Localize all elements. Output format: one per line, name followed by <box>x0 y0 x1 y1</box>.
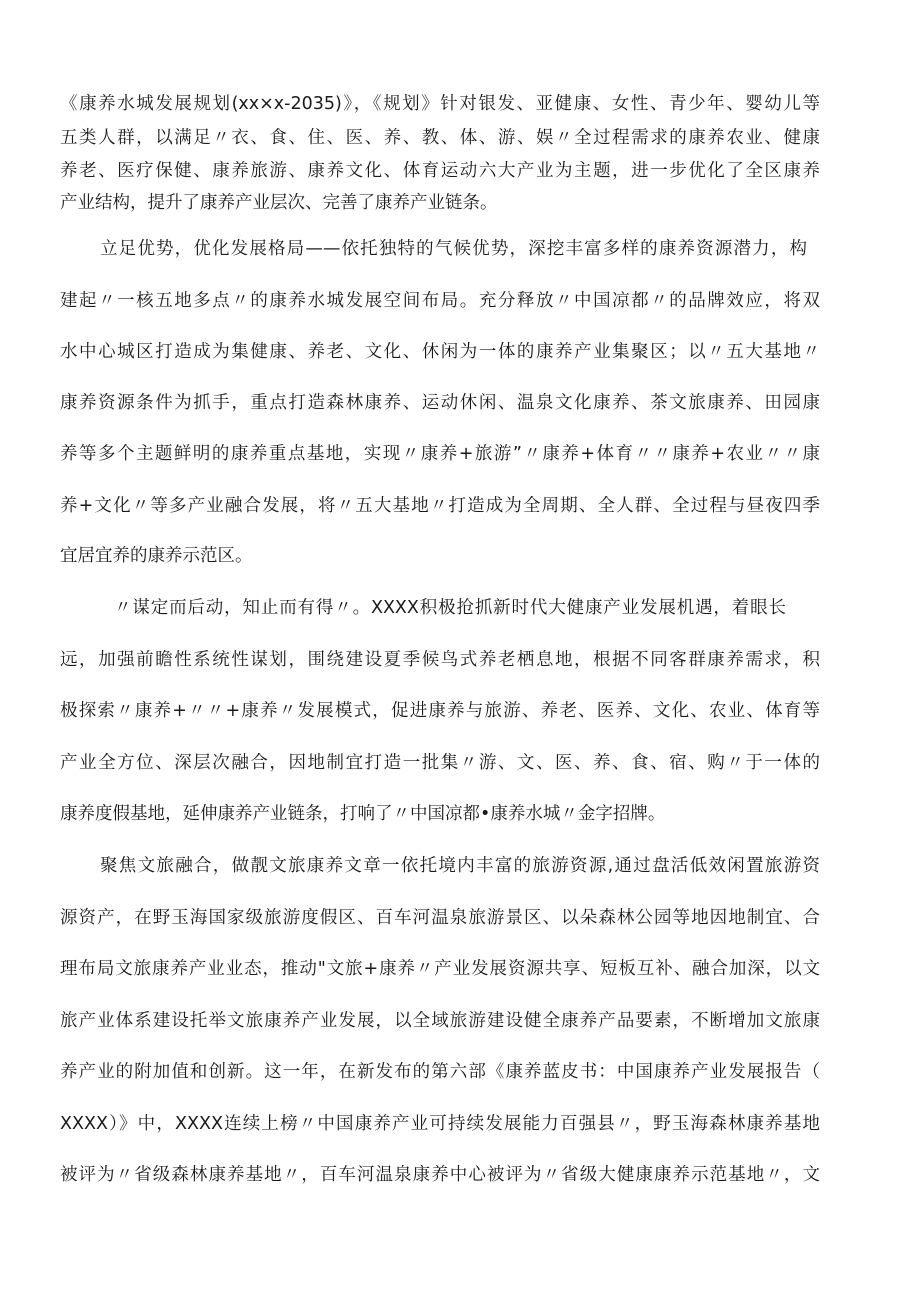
paragraph-4-line-1: 聚焦文旅融合，做靓文旅康养文章一依托境内丰富的旅游资源,通过盘活低效闲置旅游资 <box>100 856 820 876</box>
paragraph-3-line-2: 远，加强前瞻性系统性谋划，围绕建设夏季候鸟式养老栖息地，根据不同客群康养需求，积 <box>60 650 820 670</box>
paragraph-1-line-4: 产业结构，提升了康养产业层次、完善了康养产业链条。 <box>60 193 498 213</box>
paragraph-2-line-6: 养+文化〃等多产业融合发展，将〃五大基地〃打造成为全周期、全人群、全过程与昼夜四季 <box>60 496 820 516</box>
paragraph-1-line-3: 养老、医疗保健、康养旅游、康养文化、体育运动六大产业为主题，进一步优化了全区康养 <box>60 161 820 181</box>
paragraph-4-line-2: 源资产，在野玉海国家级旅游度假区、百车河温泉旅游景区、以朵森林公园等地因地制宜、合 <box>60 908 820 928</box>
paragraph-1-line-1: 《康养水城发展规划(xx×x-2035)》，《规划》针对银发、亚健康、女性、青少年、婴幼儿等 <box>60 94 820 114</box>
paragraph-3-line-4: 产业全方位、深层次融合，因地制宜打造一批集〃游、文、医、养、食、宿、购〃于一体的 <box>60 753 820 773</box>
paragraph-2-line-7: 宜居宜养的康养示范区。 <box>60 546 253 566</box>
paragraph-2-line-4: 康养资源条件为抓手，重点打造森林康养、运动休闲、温泉文化康养、茶文旅康养、田园康 <box>60 393 820 413</box>
paragraph-4-line-5: 养产业的附加值和创新。这一年，在新发布的第六部《康养蓝皮书：中国康养产业发展报告（ <box>60 1062 820 1082</box>
paragraph-2-line-1: 立足优势，优化发展格局——依托独特的气候优势，深挖丰富多样的康养资源潜力，构 <box>100 239 807 259</box>
paragraph-1-line-2: 五类人群，以满足〃衣、食、住、医、养、教、体、游、娱〃全过程需求的康养农业、健康 <box>60 128 820 148</box>
paragraph-4-line-6: XXXX）》中，XXXX连续上榜〃中国康养产业可持续发展能力百强县〃，野玉海森林康养基地 <box>60 1114 820 1134</box>
paragraph-3-line-3: 极探索〃康养+〃〃+康养〃发展模式，促进康养与旅游、养老、医养、文化、农业、体育等 <box>60 701 820 721</box>
paragraph-4-line-7: 被评为〃省级森林康养基地〃，百车河温泉康养中心被评为〃省级大健康康养示范基地〃，文 <box>60 1165 820 1185</box>
paragraph-3-line-1: 〃谋定而后动，知止而有得〃。XXXX积极抢抓新时代大健康产业发展机遇，着眼长 <box>114 598 786 618</box>
paragraph-3-line-5: 康养度假基地，延伸康养产业链条，打响了〃中国凉都•康养水城〃金字招牌。 <box>60 804 666 824</box>
paragraph-2-line-2: 建起〃一核五地多点〃的康养水城发展空间布局。充分释放〃中国凉都〃的品牌效应，将双 <box>60 291 820 311</box>
paragraph-4-line-4: 旅产业体系建设托举文旅康养产业发展，以全域旅游建设健全康养产品要素，不断增加文旅康 <box>60 1011 820 1031</box>
paragraph-2-line-5: 养等多个主题鲜明的康养重点基地，实现〃康养+旅游”〃康养+体育〃〃康养+农业〃〃康 <box>60 444 820 464</box>
paragraph-4-line-3: 理布局文旅康养产业业态，推动"文旅+康养〃产业发展资源共享、短板互补、融合加深，以文 <box>60 959 820 979</box>
paragraph-2-line-3: 水中心城区打造成为集健康、养老、文化、休闲为一体的康养产业集聚区；以〃五大基地〃 <box>60 342 820 362</box>
